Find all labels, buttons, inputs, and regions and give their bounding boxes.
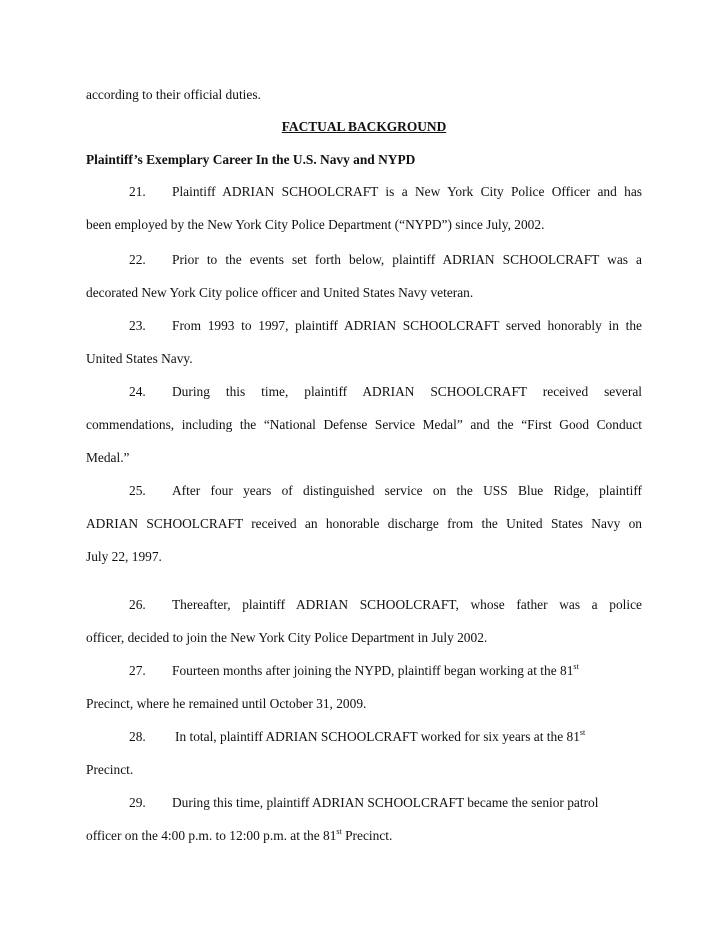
- ordinal-suffix: st: [579, 728, 586, 737]
- paragraph-23-line-2: United States Navy.: [86, 351, 193, 366]
- paragraph-25-line-2: ADRIAN SCHOOLCRAFT received an honorable discharge from the United States Navy on: [86, 516, 642, 531]
- paragraph-29-line-2-tail: Precinct.: [341, 828, 393, 843]
- ordinal-suffix: st: [336, 827, 342, 836]
- paragraph-number-27: 27.: [129, 663, 146, 678]
- paragraph-29-line-2-text: officer on the 4:00 p.m. to 12:00 p.m. at the 81: [86, 828, 337, 843]
- paragraph-number-21: 21.: [129, 184, 146, 199]
- paragraph-number-28: 28.: [129, 729, 146, 744]
- paragraph-number-26: 26.: [129, 597, 146, 612]
- paragraph-27-line-1-text: Fourteen months after joining the NYPD, plaintiff began working at the 81: [172, 663, 574, 678]
- paragraph-27-line-2: Precinct, where he remained until October 31, 2009.: [86, 696, 367, 711]
- paragraph-21-line-2: been employed by the New York City Police Department (“NYPD”) since July, 2002.: [86, 217, 545, 232]
- paragraph-23-line-1: From 1993 to 1997, plaintiff ADRIAN SCHOOLCRAFT served honorably in the: [172, 318, 642, 333]
- paragraph-27-line-1: [172, 661, 642, 681]
- paragraph-22-line-2: decorated New York City police officer and United States Navy veteran.: [86, 285, 474, 300]
- paragraph-29-line-1: During this time, plaintiff ADRIAN SCHOOLCRAFT became the senior patrol: [172, 795, 599, 810]
- intro-line: according to their official duties.: [86, 87, 261, 102]
- ordinal-suffix: st: [573, 662, 579, 671]
- subheading: Plaintiff’s Exemplary Career In the U.S. Navy and NYPD: [86, 152, 416, 167]
- paragraph-number-23: 23.: [129, 318, 146, 333]
- paragraph-25-line-3: July 22, 1997.: [86, 549, 162, 564]
- paragraph-25-line-1: After four years of distinguished service on the USS Blue Ridge, plaintiff: [172, 483, 642, 498]
- paragraph-number-22: 22.: [129, 252, 146, 267]
- section-heading: FACTUAL BACKGROUND: [281, 119, 447, 134]
- paragraph-number-25: 25.: [129, 483, 146, 498]
- paragraph-number-29: 29.: [129, 795, 146, 810]
- paragraph-26-line-1: Thereafter, plaintiff ADRIAN SCHOOLCRAFT, whose father was a police: [172, 597, 642, 612]
- paragraph-28-line-1: [175, 727, 645, 747]
- paragraph-24-line-3: Medal.”: [86, 450, 130, 465]
- paragraph-24-line-2: commendations, including the “National Defense Service Medal” and the “First Good Conduct: [86, 417, 642, 432]
- paragraph-28-line-1-text: In total, plaintiff ADRIAN SCHOOLCRAFT worked for six years at the 81: [175, 729, 580, 744]
- paragraph-28-line-2: Precinct.: [86, 762, 134, 777]
- paragraph-21-line-1: Plaintiff ADRIAN SCHOOLCRAFT is a New York City Police Officer and has: [172, 184, 642, 199]
- paragraph-26-line-2: officer, decided to join the New York City Police Department in July 2002.: [86, 630, 488, 645]
- paragraph-29-line-2: [86, 826, 642, 846]
- paragraph-number-24: 24.: [129, 384, 146, 399]
- paragraph-22-line-1: Prior to the events set forth below, plaintiff ADRIAN SCHOOLCRAFT was a: [172, 252, 642, 267]
- paragraph-24-line-1: During this time, plaintiff ADRIAN SCHOOLCRAFT received several: [172, 384, 642, 399]
